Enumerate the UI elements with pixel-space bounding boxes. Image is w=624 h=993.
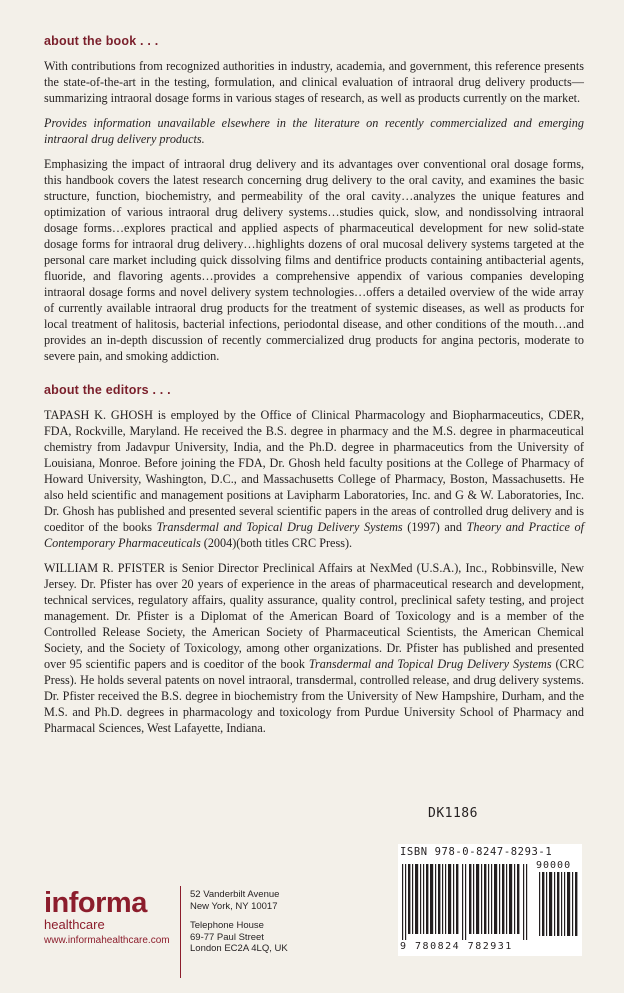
pfister-book-title-1: Transdermal and Topical Drug Delivery Systems: [308, 657, 552, 671]
isbn-barcode: [398, 844, 582, 956]
informa-healthcare-logo: [44, 888, 170, 948]
editor-bio-ghosh: [44, 407, 584, 551]
address-us-line-2: New York, NY 10017: [190, 900, 278, 912]
ghosh-book-title-2: Theory and Practice of Contemporary Pharmaceuticals: [44, 520, 585, 550]
address-uk-line-3: London EC2A 4LQ, UK: [190, 943, 288, 954]
price-addon-number: 90000: [536, 860, 572, 871]
ghosh-book-title-1: Transdermal and Topical Drug Delivery Systems: [156, 520, 403, 534]
back-cover-text: [44, 34, 584, 745]
publisher-addresses: [190, 889, 288, 955]
address-uk-line-1: Telephone House: [190, 920, 264, 931]
addon-barcode-bars: [538, 872, 580, 936]
logo-subtitle: healthcare: [44, 917, 105, 932]
pfister-bio-text-a: WILLIAM R. PFISTER is Senior Director Preclinical Affairs at NexMed (U.S.A.), Inc., Robbinsville, New Jersey. Dr. Pfister has over 20 years of experience in the areas of pharmaceutical research and development, technical services, regulatory affairs, quality assurance, quality control, preclinical safety testing, and project management. Dr. Pfister is a Diplomat of the American Board of Toxicology and is a member of the Controlled Release Society, the American Society of Pharmaceutical Scientists, the American Chemical Society, and the Society of Toxicology, among other organizations. Dr. Pfister has published and presented over 95 scientific papers and is coeditor of the book: [44, 561, 584, 671]
about-book-paragraph-1: With contributions from recognized authorities in industry, academia, and government, this reference presents the state-of-the-art in the testing, formulation, and clinical evaluation of intraoral drug delivery products—summarizing intraoral dosage forms in various stages of research, as well as products currently on the market.: [44, 59, 584, 105]
ghosh-bio-text-b: (1997) and: [402, 520, 467, 534]
isbn-number: ISBN 978-0-8247-8293-1: [400, 846, 553, 858]
editor-bio-pfister: [44, 560, 584, 736]
ghosh-bio-text-c: (2004)(both titles CRC Press).: [200, 536, 353, 550]
logo-divider: [180, 886, 181, 978]
about-book-heading: about the book . . .: [44, 34, 159, 48]
about-book-italic-statement: Provides information unavailable elsewhere in the literature on recently commercialized and emerging intraoral drug delivery products.: [44, 116, 584, 146]
ean-barcode-bars: [400, 864, 532, 940]
about-book-paragraph-3: Emphasizing the impact of intraoral drug delivery and its advantages over conventional oral dosage forms, this handbook covers the latest research concerning drug delivery to the oral cavity, and examines the basic structure, function, biochemistry, and permeability of the oral cavity…analyzes the unique features and optimization of various intraoral drug delivery systems…studies quick, slow, and nondissolving intraoral dosage forms…explores practical and applied aspects of pharmaceutical development for new solid-state dosage forms for intraoral drug delivery…highlights dozens of oral mucosal delivery systems targeted at the personal care market including quick dissolving films and dentifrice products containing antibacterial agents, fluoride, and flavoring agents…provides a comprehensive appendix of various companies developing intraoral dosage forms and novel delivery system technologies…offers a detailed overview of the wide array of currently available intraoral drug products for the treatment of systemic diseases, as well as products for local treatment of halitosis, bacterial infections, periodontal disease, and other conditions of the mouth…and provides an in-depth discussion of recently commercialized drug products for angina pectoris, moderate to severe pain, and smoking addiction.: [44, 157, 584, 363]
publisher-url: www.informahealthcare.com: [44, 935, 170, 946]
ean-number: 9 780824 782931: [400, 941, 513, 952]
logo-wordmark: informa: [44, 887, 147, 919]
about-editors-heading: about the editors . . .: [44, 383, 171, 397]
ghosh-bio-text-a: TAPASH K. GHOSH is employed by the Office of Clinical Pharmacology and Biopharmaceutics, CDER, FDA, Rockville, Maryland. He received the B.S. degree in pharmacy and the M.S. degree in pharmaceutical chemistry from Jadavpur University, India, and the Ph.D. degree in pharmaceutics from the University of Louisiana, Monroe. Before joining the FDA, Dr. Ghosh held faculty positions at the College of Pharmacy of Howard University, Washington, D.C., and Massachusetts College of Pharmacy, Boston, Massachusetts. He also held scientific and management positions at Lavipharm Laboratories, Inc. and G & W. Laboratories, Inc. Dr. Ghosh has published and presented several scientific papers in the areas of controlled drug delivery and is coeditor of the books: [44, 408, 584, 534]
about-book-paragraph-2: [44, 115, 584, 147]
address-us-line-1: 52 Vanderbilt Avenue: [190, 889, 280, 900]
pfister-bio-text-b: (CRC Press). He holds several patents on novel intraoral, transdermal, controlled release, and drug delivery systems. Dr. Pfister received the B.S. degree in biochemistry from the University of New Hampshire, Durham, and the M.S. and Ph.D. degrees in pharmacology and toxicology from Purdue University School of Pharmacy and Pharmacal Sciences, West Lafayette, Indiana.: [44, 657, 584, 735]
catalog-number: DK1186: [428, 806, 478, 821]
address-uk-line-2: 69-77 Paul Street: [190, 931, 264, 943]
